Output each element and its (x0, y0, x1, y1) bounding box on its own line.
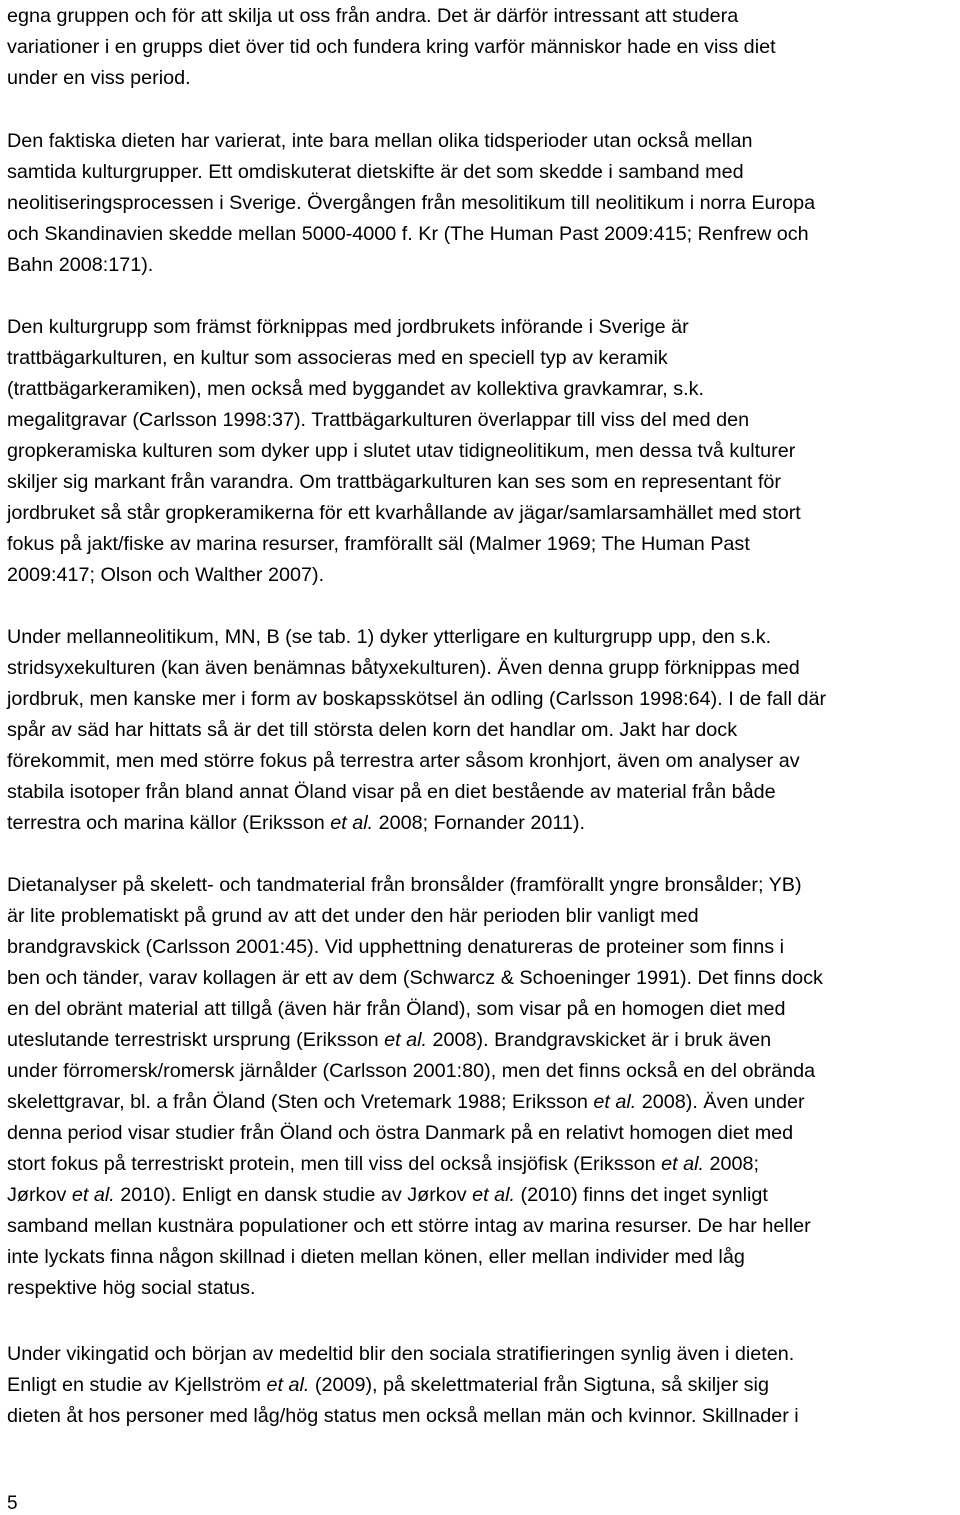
text-line: inte lyckats finna någon skillnad i dieten mellan könen, eller mellan individer med låg (7, 1246, 745, 1268)
text-line: stort fokus på terrestriskt protein, men till viss del också insjöfisk (Eriksson et al. 2008; (7, 1153, 759, 1175)
text-line: denna period visar studier från Öland och östra Danmark på en relativt homogen diet med (7, 1122, 794, 1144)
text-line: Den kulturgrupp som främst förknippas med jordbrukets införande i Sverige är (7, 316, 689, 338)
text-line: skiljer sig markant från varandra. Om trattbägarkulturen kan ses som en representant för (7, 471, 782, 493)
text-line: och Skandinavien skedde mellan 5000-4000 f. Kr (The Human Past 2009:415; Renfrew och (7, 223, 809, 245)
text-line: under en viss period. (7, 67, 191, 89)
text-line: ben och tänder, varav kollagen är ett av dem (Schwarcz & Schoeninger 1991). Det finns dock (7, 967, 823, 989)
text-line: Bahn 2008:171). (7, 254, 154, 276)
text-line: dieten åt hos personer med låg/hög status men också mellan män och kvinnor. Skillnader i (7, 1405, 799, 1427)
text-line: Dietanalyser på skelett- och tandmaterial från bronsålder (framförallt yngre bronsålder; YB) (7, 874, 802, 896)
paragraph-viking-age-diet (7, 1339, 957, 1432)
text-line: en del obränt material att tillgå (även här från Öland), som visar på en homogen diet med (7, 998, 786, 1020)
text-line: skelettgravar, bl. a från Öland (Sten och Vretemark 1988; Eriksson et al. 2008). Även under (7, 1091, 805, 1113)
text-line: 2009:417; Olson och Walther 2007). (7, 564, 325, 586)
text-line: variationer i en grupps diet över tid och fundera kring varför människor hade en viss diet (7, 36, 776, 58)
text-line: neolitiseringsprocessen i Sverige. Övergången från mesolitikum till neolitikum i norra Europa (7, 192, 816, 214)
text-line: respektive hög social status. (7, 1277, 256, 1299)
paragraph-funnel-beaker-culture (7, 312, 957, 591)
text-line: Enligt en studie av Kjellström et al. (2009), på skelettmaterial från Sigtuna, så skiljer sig (7, 1374, 769, 1396)
paragraph-bronze-age-diet (7, 870, 957, 1304)
text-line: Under vikingatid och början av medeltid blir den sociala stratifieringen synlig även i dieten. (7, 1343, 795, 1365)
text-line: brandgravskick (Carlsson 2001:45). Vid upphettning denatureras de proteiner som finns i (7, 936, 785, 958)
text-line: egna gruppen och för att skilja ut oss från andra. Det är därför intressant att studera (7, 5, 739, 27)
text-line: jordbruk, men kanske mer i form av boskapsskötsel än odling (Carlsson 1998:64). I de fall där (7, 688, 827, 710)
text-line: stridsyxekulturen (kan även benämnas båtyxekulturen). Även denna grupp förknippas med (7, 657, 800, 679)
text-line: är lite problematiskt på grund av att det under den här perioden blir vanligt med (7, 905, 699, 927)
text-line: jordbruket så står gropkeramikerna för ett kvarhållande av jägar/samlarsamhället med stort (7, 502, 801, 524)
text-line: terrestra och marina källor (Eriksson et al. 2008; Fornander 2011). (7, 812, 585, 834)
paragraph-battle-axe-culture (7, 622, 957, 839)
text-line: Under mellanneolitikum, MN, B (se tab. 1) dyker ytterligare en kulturgrupp upp, den s.k. (7, 626, 772, 648)
text-line: Jørkov et al. 2010). Enligt en dansk studie av Jørkov et al. (2010) finns det inget synligt (7, 1184, 768, 1206)
text-line: trattbägarkulturen, en kultur som associeras med en speciell typ av keramik (7, 347, 668, 369)
text-line: uteslutande terrestriskt ursprung (Eriksson et al. 2008). Brandgravskicket är i bruk även (7, 1029, 772, 1051)
text-line: samband mellan kustnära populationer och ett större intag av marina resurser. De har heller (7, 1215, 811, 1237)
text-line: gropkeramiska kulturen som dyker upp i slutet utav tidigneolitikum, men dessa två kulturer (7, 440, 796, 462)
text-line: fokus på jakt/fiske av marina resurser, framförallt säl (Malmer 1969; The Human Past (7, 533, 750, 555)
text-line: spår av säd har hittats så är det till största delen korn det handlar om. Jakt har dock (7, 719, 738, 741)
page-number: 5 (7, 1493, 18, 1514)
text-line: (trattbägarkeramiken), men också med byggandet av kollektiva gravkamrar, s.k. (7, 378, 705, 400)
text-line: förekommit, men med större fokus på terrestra arter såsom kronhjort, även om analyser av (7, 750, 800, 772)
paragraph-diet-variation (7, 1, 957, 94)
paragraph-neolithisation (7, 126, 957, 281)
text-line: stabila isotoper från bland annat Öland visar på en diet bestående av material från både (7, 781, 776, 803)
text-line: samtida kulturgrupper. Ett omdiskuterat dietskifte är det som skedde i samband med (7, 161, 744, 183)
text-line: under förromersk/romersk järnålder (Carlsson 2001:80), men det finns också en del obrända (7, 1060, 816, 1082)
text-line: Den faktiska dieten har varierat, inte bara mellan olika tidsperioder utan också mellan (7, 130, 753, 152)
text-line: megalitgravar (Carlsson 1998:37). Trattbägarkulturen överlappar till viss del med den (7, 409, 750, 431)
